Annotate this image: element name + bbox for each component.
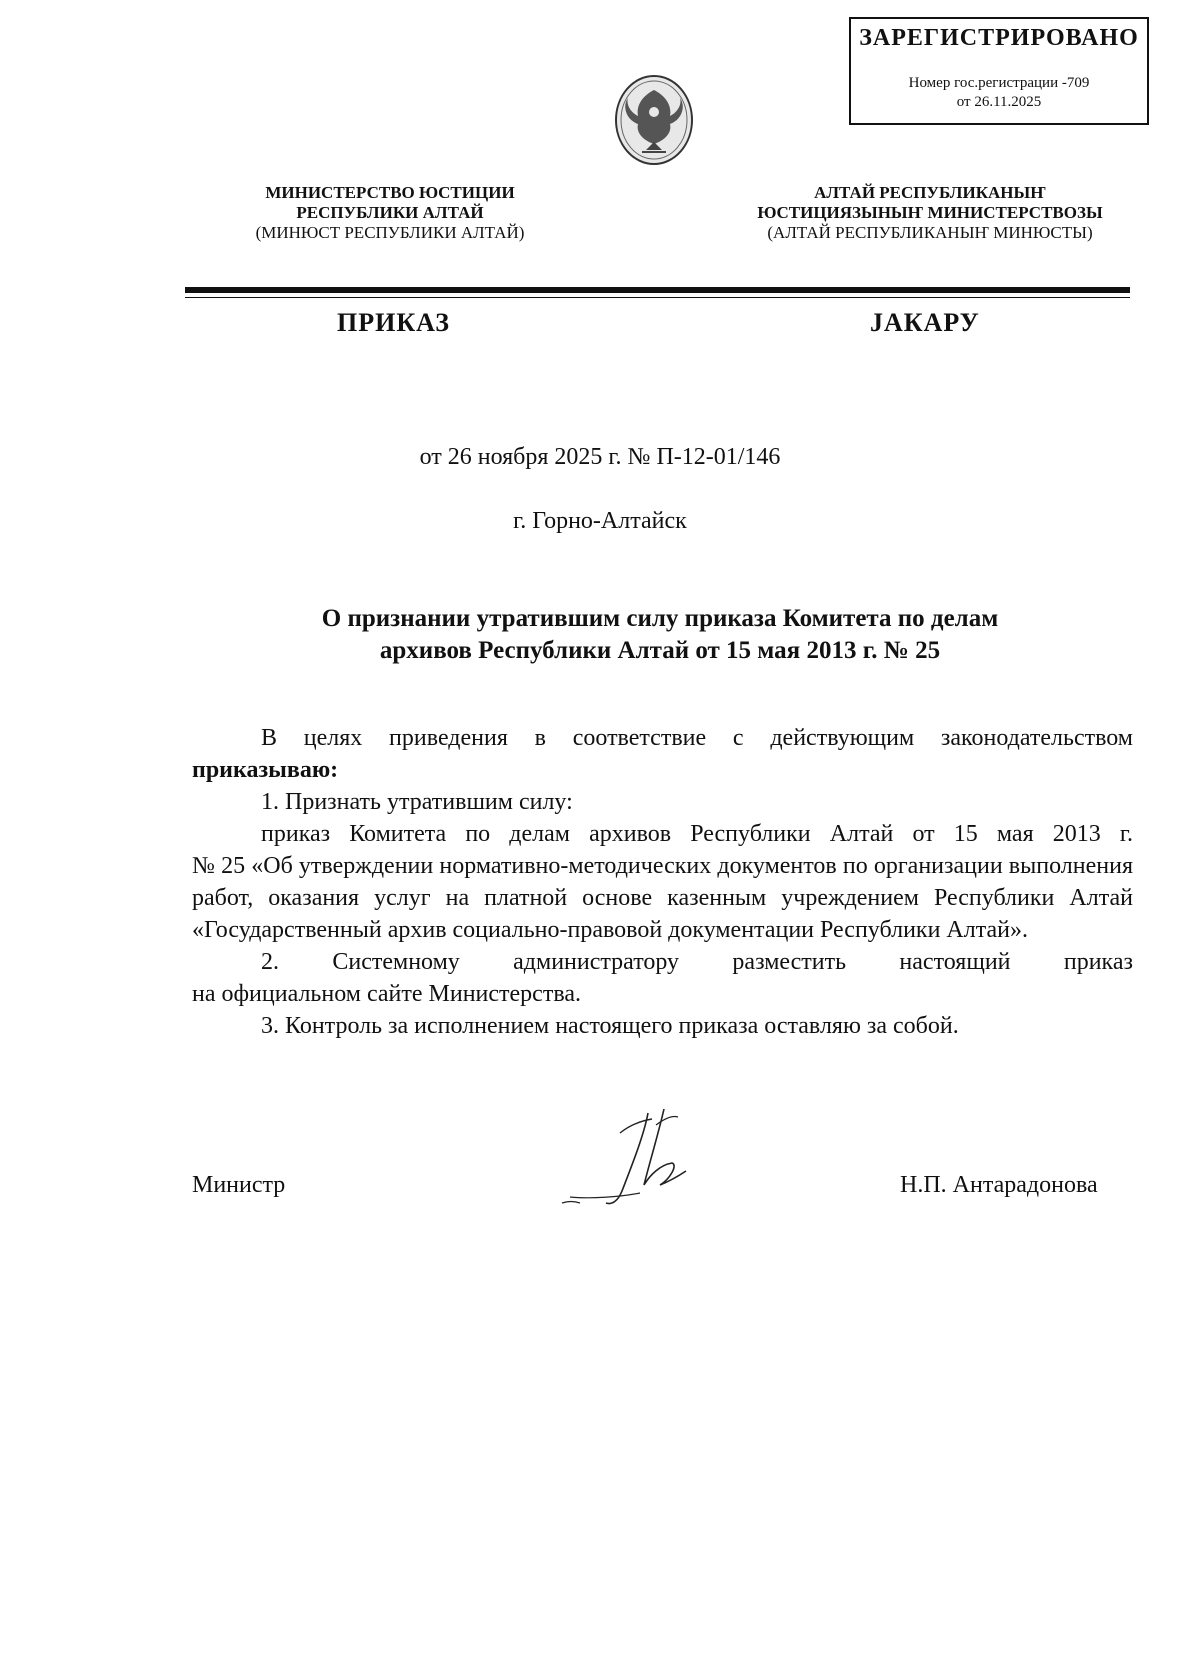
header-left-line3: (МИНЮСТ РЕСПУБЛИКИ АЛТАЙ)	[255, 223, 525, 242]
order-body	[192, 722, 1133, 1042]
body-item3: 3. Контроль за исполнением настоящего приказа оставляю за собой.	[261, 1013, 959, 1039]
body-item2-line2: на официальном сайте Министерства.	[192, 981, 581, 1007]
order-title	[190, 603, 1130, 667]
order-word-altai: ЈАКАРУ	[870, 308, 980, 337]
registration-stamp	[849, 17, 1149, 125]
order-title-line2: архивов Республики Алтай от 15 мая 2013 г. № 25	[379, 637, 941, 664]
header-divider-thick	[185, 287, 1130, 293]
order-word-russian: ПРИКАЗ	[337, 308, 451, 337]
ministry-name-russian	[220, 183, 560, 243]
body-item1-line1: приказ Комитета по делам архивов Республики Алтай от 15 мая 2013 г.	[261, 821, 1133, 847]
header-right-line2: ЮСТИЦИЯЗЫНЫҤ МИНИСТЕРСТВОЗЫ	[757, 203, 1103, 222]
body-item1-rest: № 25 «Об утверждении нормативно-методических документов по организации выполнения работ, оказания услуг на платной основе казенным учреждением Республики Алтай «Государственный архив социально-правовой документации Республики Алтай».	[192, 853, 1133, 943]
stamp-reg-date: от 26.11.2025	[956, 94, 1042, 110]
order-title-line1: О признании утратившим силу приказа Комитета по делам	[321, 605, 999, 632]
altai-coat-of-arms-icon	[612, 72, 696, 168]
order-date-number: от 26 ноября 2025 г. № П-12-01/146	[419, 444, 781, 470]
stamp-title: ЗАРЕГИСТРИРОВАНО	[859, 25, 1139, 51]
ministry-name-altai	[720, 183, 1140, 243]
header-right-line1: АЛТАЙ РЕСПУБЛИКАНЫҤ	[814, 183, 1046, 202]
body-decree: приказываю:	[192, 757, 339, 783]
header-left-line2: РЕСПУБЛИКИ АЛТАЙ	[296, 203, 484, 222]
order-city: г. Горно-Алтайск	[513, 508, 687, 534]
header-left-line1: МИНИСТЕРСТВО ЮСТИЦИИ	[265, 183, 515, 202]
body-item1-head: 1. Признать утратившим силу:	[261, 789, 573, 815]
handwritten-signature	[560, 1105, 720, 1215]
body-item2-line1: 2. Системному администратору разместить настоящий приказ	[261, 949, 1133, 975]
header-divider-thin	[185, 297, 1130, 298]
body-intro: В целях приведения в соответствие с действующим законодательством	[261, 725, 1133, 751]
stamp-reg-number: Номер гос.регистрации -709	[908, 75, 1090, 91]
signatory-role: Министр	[192, 1172, 286, 1198]
signatory-name: Н.П. Антарадонова	[900, 1172, 1098, 1198]
header-right-line3: (АЛТАЙ РЕСПУБЛИКАНЫҤ МИНЮСТЫ)	[767, 223, 1093, 242]
